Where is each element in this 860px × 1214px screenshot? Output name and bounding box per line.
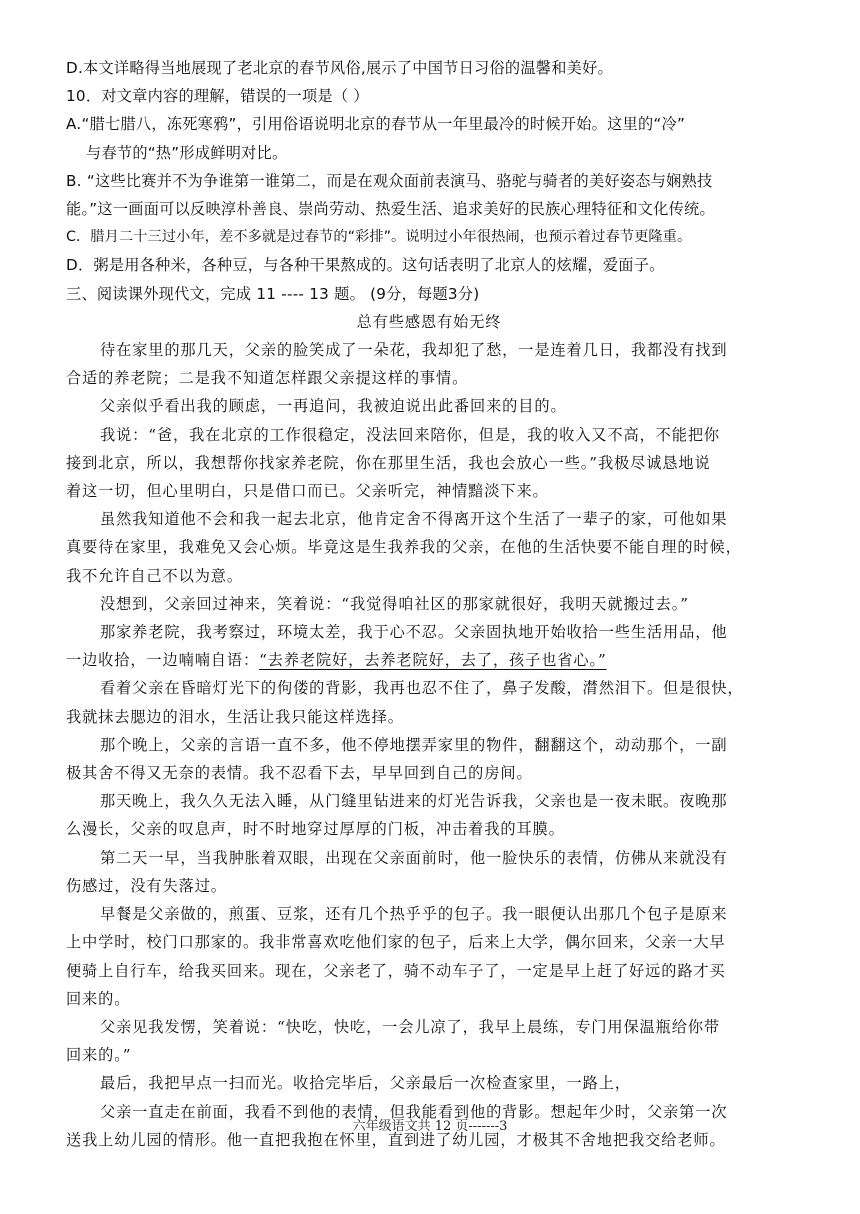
option-b: B. “这些比赛并不为争谁第一谁第二，而是在观众面前表演马、骆驼与骑者的美好姿态与娴熟技 bbox=[66, 171, 713, 190]
paragraph-line: 伤感过，没有失落过。 bbox=[66, 876, 227, 895]
document-page bbox=[66, 54, 792, 1154]
paragraph-line: 合适的养老院；二是我不知道怎样跟父亲提这样的事情。 bbox=[66, 369, 469, 388]
paragraph-line: 第二天一早，当我肿胀着双眼，出现在父亲面前时，他一脸快乐的表情，仿佛从来就没有 bbox=[100, 848, 728, 867]
article bbox=[66, 308, 792, 1154]
paragraph-line: 那个晚上，父亲的言语一直不多，他不停地摆弄家里的物件，翻翻这个，动动那个，一副 bbox=[100, 735, 728, 754]
paragraph-line: 父亲一直走在前面，我看不到他的表情，但我能看到他的背影。想起年少时，父亲第一次 bbox=[100, 1102, 728, 1121]
paragraph-line: 看着父亲在昏暗灯光下的佝偻的背影，我再也忍不住了，鼻子发酸，潸然泪下。但是很快， bbox=[100, 679, 744, 698]
paragraph-line: 待在家里的那几天，父亲的脸笑成了一朵花，我却犯了愁，一是连着几日，我都没有找到 bbox=[100, 341, 728, 360]
option-b-continued: 能。”这一画面可以反映淳朴善良、崇尚劳动、热爱生活、追求美好的民族心理特征和文化传统。 bbox=[66, 200, 715, 219]
paragraph-line: 那天晚上，我久久无法入睡，从门缝里钻进来的灯光告诉我，父亲也是一夜未眠。夜晚那 bbox=[100, 792, 728, 811]
option-d-q9: D.本文详略得当地展现了老北京的春节风俗,展示了中国节日习俗的温馨和美好。 bbox=[66, 59, 613, 77]
question-10: 10．对文章内容的理解，错误的一项是（ ） bbox=[66, 87, 369, 106]
paragraph-line: 么漫长，父亲的叹息声，时不时地穿过厚厚的门板，冲击着我的耳膜。 bbox=[66, 820, 565, 839]
paragraph-line: 父亲见我发愣，笑着说：“快吃，快吃，一会儿凉了，我早上晨练，专门用保温瓶给你带 bbox=[100, 1017, 720, 1036]
page-footer: 六年级语文共 12 页-------3 bbox=[352, 1119, 508, 1134]
paragraph-line: 回来的。 bbox=[66, 989, 131, 1008]
paragraph-line: 我说：“爸，我在北京的工作很稳定，没法回来陪你，但是，我的收入又不高，不能把你 bbox=[100, 425, 720, 444]
section-three-heading: 三、阅读课外现代文，完成 11 ---- 13 题。 (9分，每题3分) bbox=[66, 284, 480, 303]
paragraph-text: 一边收拾，一边喃喃自语： bbox=[66, 651, 260, 670]
paragraph-line: 虽然我知道他不会和我一起去北京，他肯定舍不得离开这个生活了一辈子的家，可他如果 bbox=[100, 510, 728, 529]
option-a-continued: 与春节的“热”形成鲜明对比。 bbox=[86, 143, 288, 162]
paragraph-line: 极其舍不得又无奈的表情。我不忍看下去，早早回到自己的房间。 bbox=[66, 764, 533, 783]
paragraph-line: 上中学时，校门口那家的。我非常喜欢吃他们家的包子，后来上大学，偶尔回来，父亲一大早 bbox=[66, 933, 726, 952]
paragraph-line: 真要待在家里，我难免又会心烦。毕竟这是生我养我的父亲，在他的生活快要不能自理的时候， bbox=[66, 538, 742, 557]
article-title: 总有些感恩有始无终 bbox=[356, 312, 502, 331]
paragraph-line bbox=[66, 646, 792, 674]
question-section bbox=[66, 54, 792, 308]
paragraph-line: 父亲似乎看出我的顾虑，一再追问，我被迫说出此番回来的目的。 bbox=[100, 397, 567, 416]
paragraph-line: 接到北京，所以，我想帮你找家养老院，你在那里生活，我也会放心一些。”我极尽诚恳地说 bbox=[66, 453, 711, 472]
paragraph-line: 送我上幼儿园的情形。他一直把我抱在怀里，直到进了幼儿园，才极其不舍地把我交给老师。 bbox=[66, 1130, 726, 1149]
underlined-quote: “去养老院好，去养老院好，去了，孩子也省心。” bbox=[259, 651, 607, 670]
paragraph-line: 回来的。” bbox=[66, 1046, 132, 1065]
paragraph-line: 便骑上自行车，给我买回来。现在，父亲老了，骑不动车子了，一定是早上赶了好远的路才买 bbox=[66, 961, 726, 980]
option-c: C．腊月二十三过小年，差不多就是过春节的“彩排”。说明过小年很热闹，也预示着过春节更隆重。 bbox=[66, 229, 692, 246]
paragraph-line: 着这一切，但心里明白，只是借口而已。父亲听完，神情黯淡下来。 bbox=[66, 482, 549, 501]
paragraph-line: 我就抹去腮边的泪水，生活让我只能这样选择。 bbox=[66, 707, 404, 726]
paragraph-line: 那家养老院，我考察过，环境太差，我于心不忍。父亲固执地开始收拾一些生活用品，他 bbox=[100, 623, 728, 642]
paragraph-line: 最后，我把早点一扫而光。收拾完毕后，父亲最后一次检查家里，一路上， bbox=[100, 1074, 631, 1093]
option-a: A.“腊七腊八，冻死寒鸦”，引用俗语说明北京的春节从一年里最冷的时候开始。这里的“冷” bbox=[66, 115, 686, 134]
paragraph-line: 我不允许自己不以为意。 bbox=[66, 566, 243, 585]
paragraph-line: 没想到，父亲回过神来，笑着说：“我觉得咱社区的那家就很好，我明天就搬过去。” bbox=[100, 594, 689, 613]
paragraph-line: 早餐是父亲做的，煎蛋、豆浆，还有几个热乎乎的包子。我一眼便认出那几个包子是原来 bbox=[100, 905, 728, 924]
option-d: D．粥是用各种米，各种豆，与各种干果熬成的。这句话表明了北京人的炫耀，爱面子。 bbox=[66, 256, 665, 275]
